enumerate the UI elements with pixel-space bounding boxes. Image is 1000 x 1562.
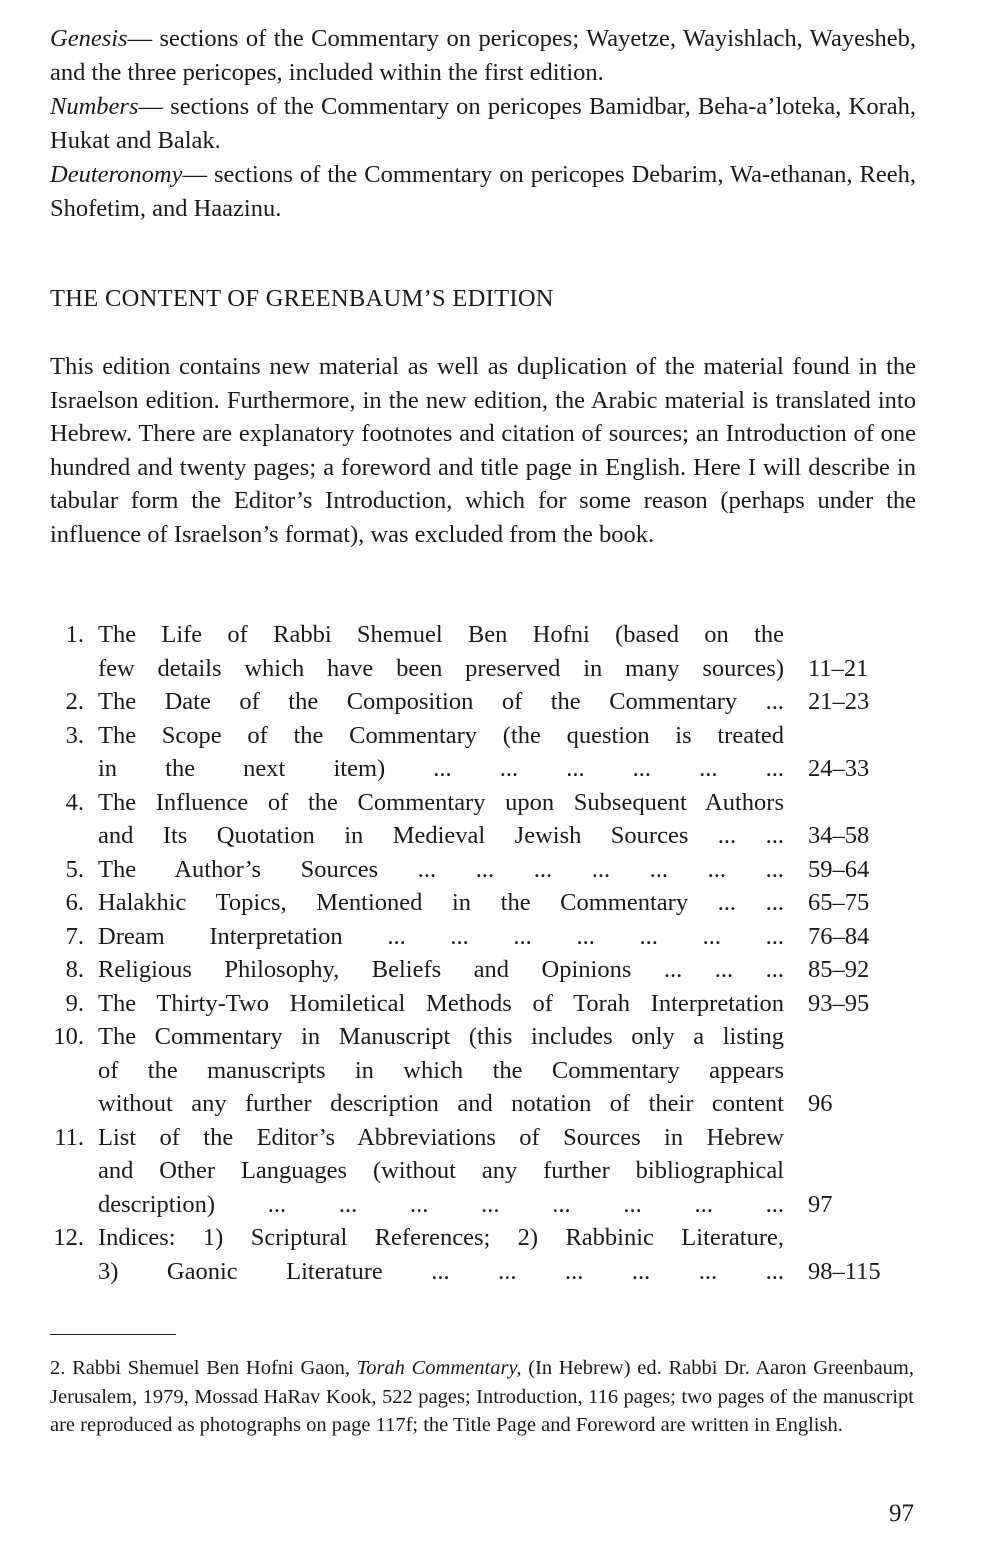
toc-item-pages: 76–84 bbox=[808, 922, 870, 950]
toc-item-pages: 34–58 bbox=[808, 822, 870, 849]
toc-item bbox=[40, 853, 920, 887]
entry-text: — sections of the Commentary on pericopes Debarim, Wa-ethanan, Reeh, Shofetim, and Haazinu. bbox=[50, 161, 916, 222]
toc-item-pages: 93–95 bbox=[808, 989, 870, 1017]
book-name: Genesis bbox=[50, 25, 128, 52]
entry-text: — sections of the Commentary on pericopes Bamidbar, Beha-a’loteka, Korah, Hukat and Balak. bbox=[50, 93, 916, 154]
toc-item-pages: 24–33 bbox=[808, 755, 870, 782]
toc-item-pages: 85–92 bbox=[808, 956, 870, 983]
toc-item-pages: 65–75 bbox=[808, 889, 870, 916]
toc-item-line: without any further description and notation of their content bbox=[98, 1090, 784, 1117]
toc-item-title bbox=[98, 953, 784, 987]
toc-item-title bbox=[98, 853, 784, 887]
toc-item bbox=[40, 953, 920, 987]
toc-item-line: few details which have been preserved in many sources) bbox=[98, 654, 784, 682]
book-name: Numbers bbox=[50, 93, 139, 120]
page-number: 97 bbox=[889, 1500, 914, 1527]
toc-item-number: 2. bbox=[65, 688, 84, 715]
toc-item-pages: 21–23 bbox=[808, 688, 870, 715]
toc-item-title bbox=[98, 1221, 784, 1288]
toc-item-line: The Life of Rabbi Shemuel Ben Hofni (based on the bbox=[98, 621, 784, 648]
toc-item-number: 6. bbox=[65, 889, 84, 916]
deuteronomy-entry bbox=[50, 158, 916, 226]
toc-item-line: of the manuscripts in which the Commentary appears bbox=[98, 1056, 784, 1084]
toc-item-title bbox=[98, 685, 784, 719]
toc-item-line: The Thirty-Two Homiletical Methods of Torah Interpretation bbox=[98, 989, 784, 1017]
toc-item-pages: 97 bbox=[808, 1190, 833, 1218]
toc-item-line: The Scope of the Commentary (the question is treated bbox=[98, 721, 784, 749]
toc-item-line: The Influence of the Commentary upon Subsequent Authors bbox=[98, 788, 784, 816]
footnote-number: 2. bbox=[50, 1357, 66, 1379]
entry-text: — sections of the Commentary on pericopes; Wayetze, Wayishlach, Wayesheb, and the three pericopes, included within the first edition. bbox=[50, 25, 916, 86]
toc-item-line: Halakhic Topics, Mentioned in the Commentary ... ... bbox=[98, 889, 784, 916]
pericope-sections bbox=[50, 22, 916, 226]
toc-item-number: 3. bbox=[65, 721, 84, 749]
toc-item-line: in the next item) ... ... ... ... ... ... bbox=[98, 755, 784, 782]
toc-item-number: 9. bbox=[65, 989, 84, 1017]
toc-item-title bbox=[98, 786, 784, 853]
section-heading: THE CONTENT OF GREENBAUM’S EDITION bbox=[50, 285, 554, 312]
toc-item-line: Indices: 1) Scriptural References; 2) Rabbinic Literature, bbox=[98, 1224, 784, 1251]
toc-item-number: 4. bbox=[65, 788, 84, 816]
toc-item-line: The Commentary in Manuscript (this includes only a listing bbox=[98, 1023, 784, 1050]
toc-item-title bbox=[98, 1020, 784, 1121]
toc-item-number: 8. bbox=[65, 956, 84, 983]
toc-item-line: and Its Quotation in Medieval Jewish Sources ... ... bbox=[98, 822, 784, 849]
toc-item-line: 3) Gaonic Literature ... ... ... ... ... ... bbox=[98, 1257, 784, 1285]
toc-item bbox=[40, 786, 920, 853]
toc-item-number: 11. bbox=[54, 1123, 84, 1151]
toc-item-title bbox=[98, 618, 784, 685]
toc-item bbox=[40, 886, 920, 920]
footnote-text-before: Rabbi Shemuel Ben Hofni Gaon, bbox=[72, 1357, 350, 1379]
toc-item-number: 10. bbox=[53, 1023, 84, 1050]
toc-item-line: Religious Philosophy, Beliefs and Opinions ... ... ... bbox=[98, 956, 784, 983]
toc-item-pages: 11–21 bbox=[808, 654, 869, 682]
toc-item-pages: 98–115 bbox=[808, 1257, 881, 1285]
toc-item bbox=[40, 1221, 920, 1288]
toc-item bbox=[40, 1121, 920, 1222]
toc-item-line: and Other Languages (without any further bibliographical bbox=[98, 1157, 784, 1184]
toc-item-pages: 59–64 bbox=[808, 855, 870, 883]
toc-item bbox=[40, 685, 920, 719]
toc-item-pages: 96 bbox=[808, 1090, 833, 1117]
toc-item-title bbox=[98, 886, 784, 920]
toc-item bbox=[40, 618, 920, 685]
toc-item-number: 12. bbox=[53, 1224, 84, 1251]
toc-item-title bbox=[98, 987, 784, 1021]
toc-item-line: List of the Editor’s Abbreviations of Sources in Hebrew bbox=[98, 1123, 784, 1151]
footnote-title: Torah Commentary, bbox=[356, 1357, 522, 1379]
toc-item-line: description) ... ... ... ... ... ... ... ... bbox=[98, 1190, 784, 1218]
toc-item bbox=[40, 1020, 920, 1121]
numbers-entry bbox=[50, 90, 916, 158]
toc-item-title bbox=[98, 719, 784, 786]
book-name: Deuteronomy bbox=[50, 161, 183, 188]
toc-item bbox=[40, 987, 920, 1021]
toc-item-title bbox=[98, 1121, 784, 1222]
toc-item-title bbox=[98, 920, 784, 954]
body-paragraph: This edition contains new material as well as duplication of the material found in the Israelson edition. Furthermore, in the new edition, the Arabic material is translated into Hebrew. There are explanatory footnotes and citation of sources; an Introduction of one hundred and twenty pages; a foreword and title page in English. Here I will describe in tabular form the Editor’s Introduction, which for some reason (perhaps under the influence of Israelson’s format), was excluded from the book. bbox=[50, 353, 916, 548]
toc-item-number: 7. bbox=[65, 922, 84, 950]
toc-item-line: The Date of the Composition of the Commentary ... bbox=[98, 688, 784, 715]
table-of-contents bbox=[40, 618, 920, 1288]
toc-item-line: The Author’s Sources ... ... ... ... ... ... ... bbox=[98, 855, 784, 883]
toc-item bbox=[40, 920, 920, 954]
toc-item-number: 5. bbox=[65, 855, 84, 883]
footnote bbox=[50, 1354, 914, 1440]
footnote-rule bbox=[50, 1334, 176, 1335]
footnote-text-after: (In Hebrew) ed. Rabbi Dr. Aaron Greenbaum, Jerusalem, 1979, Mossad HaRav Kook, 522 pages; Introduction, 116 pages; two pages of the manuscript are reproduced as photographs on page 117f; the Title Page and Foreword are written in English. bbox=[50, 1357, 914, 1436]
toc-item bbox=[40, 719, 920, 786]
genesis-entry bbox=[50, 22, 916, 90]
toc-item-number: 1. bbox=[65, 621, 84, 648]
toc-item-line: Dream Interpretation ... ... ... ... ... ... ... bbox=[98, 922, 784, 950]
